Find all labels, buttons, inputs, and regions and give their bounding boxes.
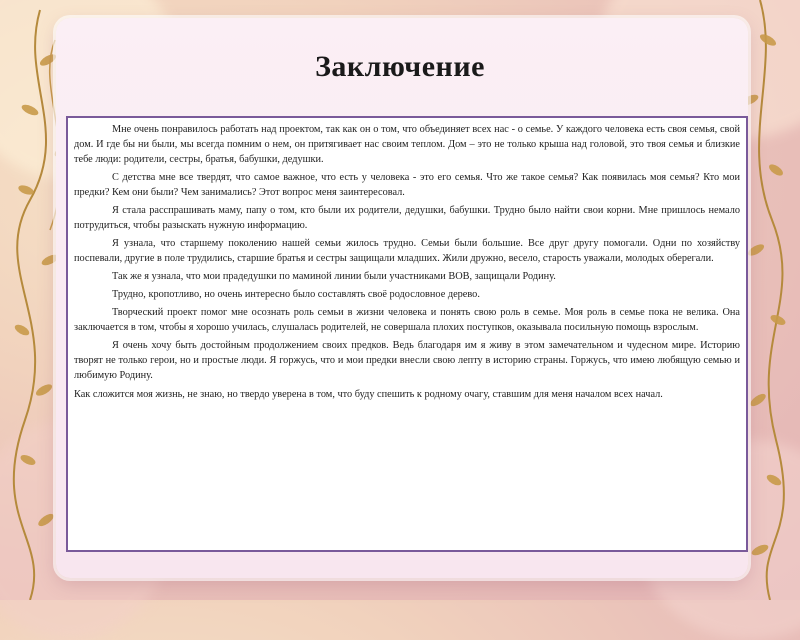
paragraph: Я стала расспрашивать маму, папу о том, кто были их родители, дедушки, бабушки. Трудно было найти свои корни. Мне пришлось немало потрудиться, чтобы разыскать нужную информацию. xyxy=(74,205,740,232)
slide-title: Заключение xyxy=(315,50,485,83)
conclusion-text-box xyxy=(66,116,748,552)
paragraph: Я узнала, что старшему поколению нашей семьи жилось трудно. Семьи были большие. Все друг другу помогали. Одни по хозяйству поспевали, другие в поле трудились, старшие братья и сестры защищали младших. Жили дружно, весело, старость уважали, молодых оберегали. xyxy=(74,238,740,265)
paragraph: С детства мне все твердят, что самое важное, что есть у человека - это его семья. Что же такое семья? Как появилась моя семья? Кто мои предки? Кем они были? Чем занимались? Этот вопрос меня заинтересовал. xyxy=(74,172,740,199)
paragraph: Как сложится моя жизнь, не знаю, но твердо уверена в том, что буду спешить к родному очагу, ставшим для меня началом всех начал. xyxy=(74,388,663,400)
paragraph: Трудно, кропотливо, но очень интересно было составлять своё родословное дерево. xyxy=(112,289,480,301)
paragraph: Творческий проект помог мне осознать роль семьи в жизни человека и понять свою роль в семье. Моя роль в семье пока не велика. Она заключается в том, чтобы я хорошо училась, слушалась родителей, не совершала плохих поступков, оказывала посильную помощь взрослым. xyxy=(74,307,740,334)
paragraph: Так же я узнала, что мои прадедушки по маминой линии были участниками ВОВ, защищали Родину. xyxy=(112,271,556,283)
paragraph: Мне очень понравилось работать над проектом, так как он о том, что объединяет всех нас - о семье. У каждого человека есть своя семья, свой дом. И где бы ни были, мы всегда помним о нем, он притягивает нас своим теплом. Дом – это не только крыша над головой, это твоя семья и близкие тебе люди: родители, сестры, братья, бабушки, дедушки. xyxy=(74,124,740,166)
paragraph: Я очень хочу быть достойным продолжением своих предков. Ведь благодаря им я живу в этом замечательном и чудесном мире. Историю творят не только герои, но и простые люди. Я горжусь, что и мои предки внесли свою лепту в историю страны. Горжусь, что имею любящую семью и любимую Родину. xyxy=(74,340,740,382)
